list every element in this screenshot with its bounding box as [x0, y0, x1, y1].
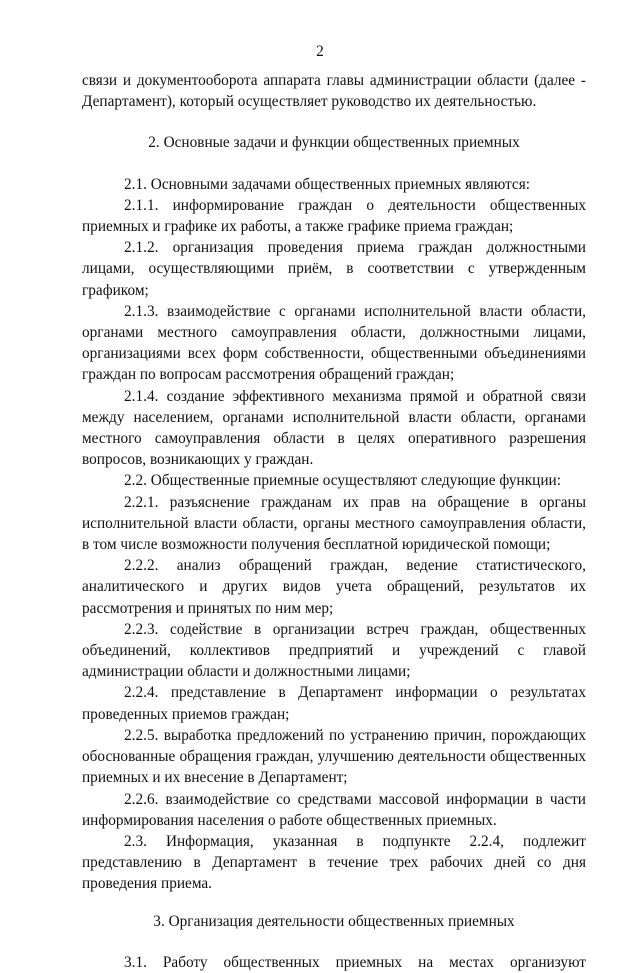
paragraph-2-1-3: 2.1.3. взаимодействие с органами исполнительной власти области, органами местного самоуправления области, должностными лицами, организациями всех форм собственности, общественными объединениями граждан по вопросам рассмотрения обращений граждан; [82, 302, 586, 384]
paragraph-2-2: 2.2. Общественные приемные осуществляют следующие функции: [124, 472, 561, 490]
paragraph-2-2-6: 2.2.6. взаимодействие со средствами массовой информации в части информирования населения о работе общественных приемных. [82, 790, 586, 829]
paragraph-2-2-5: 2.2.5. выработка предложений по устранению причин, порождающих обоснованные обращения граждан, улучшению деятельности общественных приемных и их внесение в Департамент; [82, 726, 586, 787]
document-body [82, 70, 586, 973]
paragraph-2-1: 2.1. Основными задачами общественных приемных являются: [124, 175, 531, 193]
paragraph-2-2-2: 2.2.2. анализ обращений граждан, ведение статистического, аналитического и других видов учета обращений, результатов их рассмотрения и принятых по ним мер; [82, 557, 586, 617]
paragraph-3-1: 3.1. Работу общественных приемных на местах организуют [124, 953, 586, 971]
lead-paragraph: связи и документооборота аппарата главы администрации области (далее - Департамент), который осуществляет руководство их деятельностью. [82, 72, 586, 111]
paragraph-2-1-1: 2.1.1. информирование граждан о деятельности общественных приемных и графике их работы, а также графике приема граждан; [82, 196, 586, 236]
section-2-heading: 2. Основные задачи и функции общественных приемных [148, 134, 520, 152]
paragraph-2-2-3: 2.2.3. содействие в организации встреч граждан, общественных объединений, коллективов предприятий и учреждений с главой администрации области и должностными лицами; [82, 620, 586, 681]
paragraph-2-1-4: 2.1.4. создание эффективного механизма прямой и обратной связи между населением, органами исполнительной власти области, органами местного самоуправления области в целях оперативного разрешения вопросов, возникающих у граждан. [82, 387, 586, 469]
paragraph-2-2-4: 2.2.4. представление в Департамент информации о результатах проведенных приемов граждан; [82, 684, 586, 723]
section-3-heading: 3. Организация деятельности общественных приемных [153, 912, 515, 930]
section-2-content [82, 174, 586, 895]
paragraph-2-3: 2.3. Информация, указанная в подпункте 2.2.4, подлежит представлению в Департамент в течение трех рабочих дней со дня проведения приема. [82, 832, 586, 893]
paragraph-2-2-1: 2.2.1. разъяснение гражданам их прав на обращение в органы исполнительной власти области, органы местного самоуправления области, в том числе возможности получения бесплатной юридической помощи; [82, 493, 586, 554]
page-number: 2 [316, 43, 324, 60]
paragraph-2-1-2: 2.1.2. организация проведения приема граждан должностными лицами, осуществляющими приём, в соответствии с утвержденным графиком; [82, 239, 586, 299]
